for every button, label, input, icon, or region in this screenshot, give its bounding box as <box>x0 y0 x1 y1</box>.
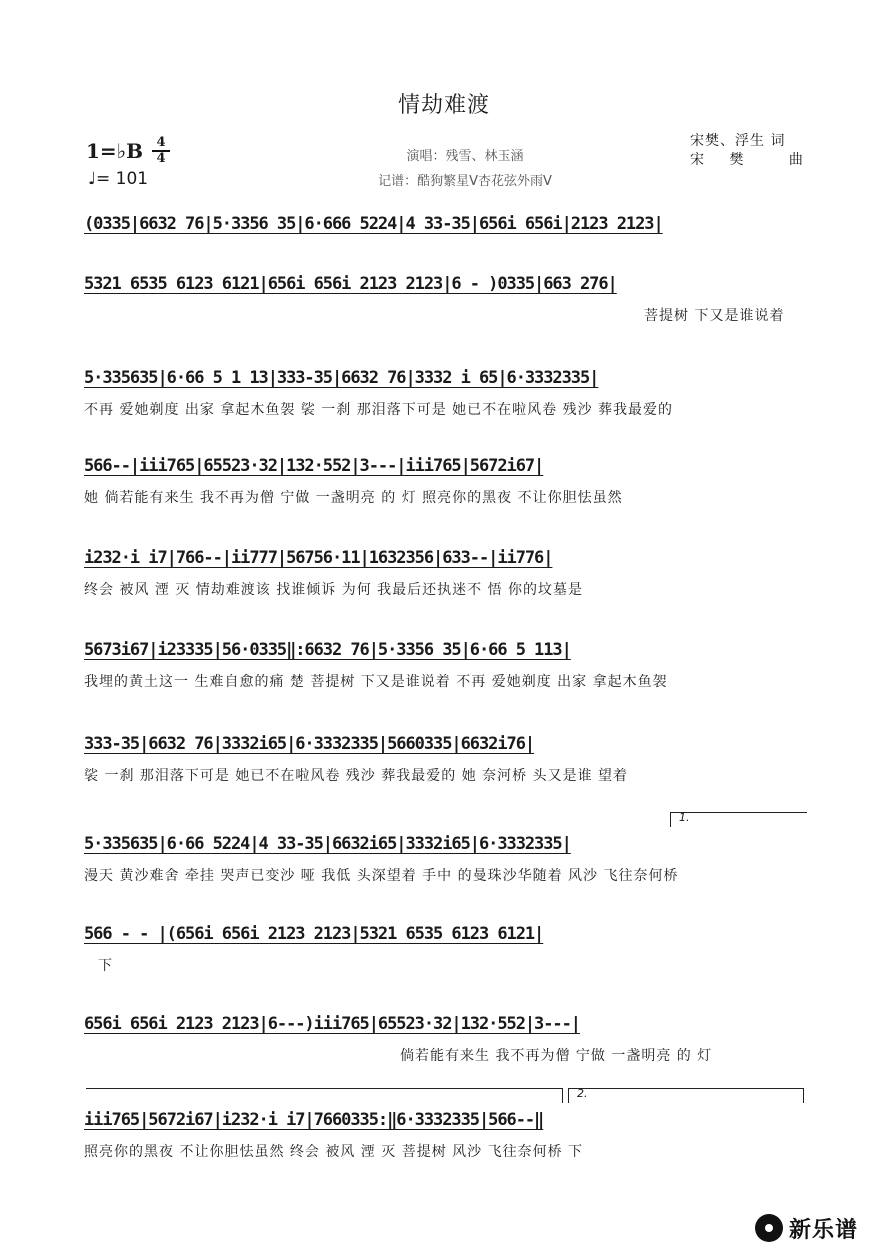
staff-lyrics <box>84 246 806 266</box>
staff-lyrics: 菩提树 下又是谁说着 <box>644 308 785 324</box>
site-logo-text: 新乐谱 <box>789 1217 859 1243</box>
staff-lyrics: 她 倘若能有来生 我不再为僧 宁做 一盏明亮 的 灯 照亮你的黑夜 不让你胆怯虽然 <box>84 490 623 506</box>
staff-2 <box>84 272 806 326</box>
tempo-marking: ♩= 101 <box>88 169 149 189</box>
key-signature: 1=♭B <box>86 139 144 163</box>
performer-credits <box>340 144 590 194</box>
staff-lyrics: 不再 爱她剃度 出家 拿起木鱼袈 裟 一刹 那泪落下可是 她已不在啦风卷 残沙 葬我最爱的 <box>84 402 674 418</box>
staff-notes: iii765|5672i67|i232·i i7|7660335:‖6·3332335|566--‖ <box>84 1110 544 1130</box>
staff-7 <box>84 732 806 786</box>
time-signature-top: 4 <box>152 136 170 152</box>
singers-credit: 演唱：残雪、林玉涵 <box>406 149 524 164</box>
staff-notes: (0335|6632 76|5·3356 35|6·666 5224|4 33-35|656i 656i|2123 2123| <box>84 214 663 234</box>
time-signature-bottom: 4 <box>156 151 166 166</box>
staff-notes: 5·335635|6·66 5 1 13|333-35|6632 76|3332 i 65|6·3332335| <box>84 368 599 388</box>
staff-lyrics: 照亮你的黑夜 不让你胆怯虽然 终会 被风 湮 灭 菩提树 风沙 飞往奈何桥 下 <box>84 1144 584 1160</box>
author-credits <box>690 132 804 170</box>
staff-lyrics: 终会 被风 湮 灭 情劫难渡该 找谁倾诉 为何 我最后还执迷不 悟 你的坟墓是 <box>84 582 584 598</box>
staff-lyrics: 倘若能有来生 我不再为僧 宁做 一盏明亮 的 灯 <box>400 1048 713 1064</box>
staff-3 <box>84 366 806 420</box>
lyricist-credit: 宋樊、浮生 词 <box>690 133 786 149</box>
second-ending-bracket <box>568 1088 804 1103</box>
song-title: 情劫难渡 <box>397 93 490 118</box>
staff-4 <box>84 454 806 508</box>
staff-notes: 566 - - |(656i 656i 2123 2123|5321 6535 6123 6121| <box>84 924 544 944</box>
first-ending-label: 1. <box>679 811 690 824</box>
site-logo <box>755 1212 858 1244</box>
staff-lyrics: 我埋的黄土这一 生难自愈的痛 楚 菩提树 下又是谁说着 不再 爱她剃度 出家 拿起木鱼袈 <box>84 674 668 690</box>
staff-notes: 656i 656i 2123 2123|6---)iii765|65523·32|132·552|3---| <box>84 1014 580 1034</box>
staff-lyrics: 裟 一刹 那泪落下可是 她已不在啦风卷 残沙 葬我最爱的 她 奈河桥 头又是谁 望着 <box>84 768 629 784</box>
composer-char: 宋 <box>690 152 705 168</box>
staff-notes: 5673i67|i23335|56·0335‖:6632 76|5·3356 35|6·66 5 113| <box>84 640 571 660</box>
composer-credit <box>690 151 804 170</box>
staff-1 <box>84 212 806 266</box>
staff-9 <box>84 922 806 976</box>
staff-notes: 333-35|6632 76|3332i65|6·3332335|5660335|6632i76| <box>84 734 535 754</box>
vinyl-record-icon <box>755 1214 783 1242</box>
second-ending-label: 2. <box>577 1087 588 1100</box>
staff-8 <box>84 832 806 886</box>
staff-notes: 5321 6535 6123 6121|656i 656i 2123 2123|6 - )0335|663 276| <box>84 274 617 294</box>
composer-char: 樊 <box>729 152 745 168</box>
staff-notes: 566--|iii765|65523·32|132·552|3---|iii765|5672i67| <box>84 456 544 476</box>
staff-notes: 5·335635|6·66 5224|4 33-35|6632i65|3332i65|6·3332335| <box>84 834 571 854</box>
staff-11 <box>84 1108 806 1162</box>
staff-notes: i232·i i7|766--|ii777|56756·11|1632356|633--|ii776| <box>84 548 553 568</box>
repeat-ending-bracket <box>86 1088 563 1103</box>
staff-lyrics: 漫天 黄沙难舍 牵挂 哭声已变沙 哑 我低 头深望着 手中 的曼珠沙华随着 风沙 飞往奈何桥 <box>84 868 679 884</box>
transcriber-credit: 记谱：酷狗繁星V杏花弦外雨V <box>378 174 552 189</box>
time-signature <box>152 136 170 166</box>
staff-10 <box>84 1012 806 1066</box>
composer-char: 曲 <box>788 152 804 168</box>
staff-5 <box>84 546 806 600</box>
staff-6 <box>84 638 806 692</box>
first-ending-bracket <box>670 812 807 827</box>
staff-lyrics: 下 <box>98 958 113 974</box>
